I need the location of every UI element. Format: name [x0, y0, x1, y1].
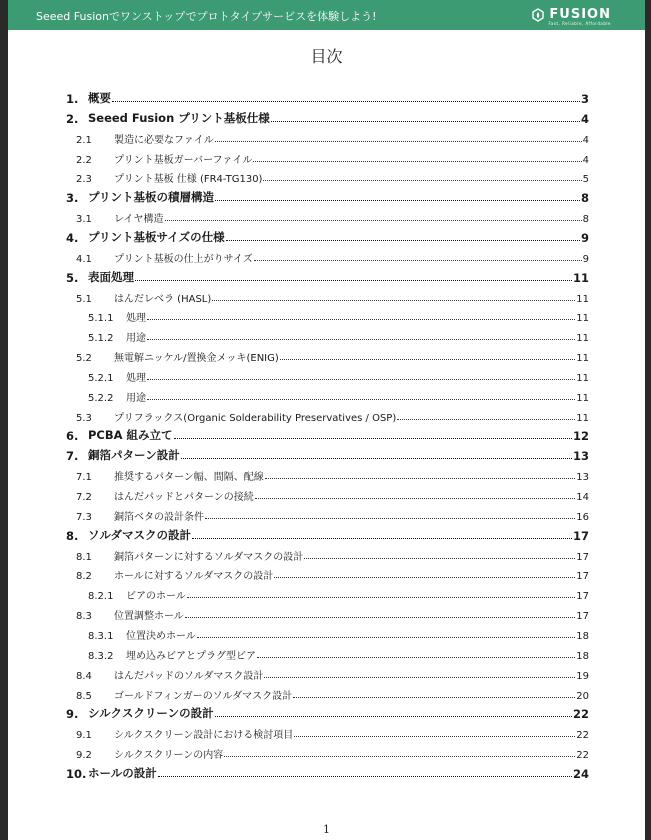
toc-leader-dots — [147, 339, 575, 340]
toc-entry-number: 8. — [66, 528, 79, 543]
toc-entry-page: 17 — [572, 528, 589, 543]
toc-leader-dots — [135, 280, 572, 281]
toc-entry-number: 4. — [66, 230, 79, 245]
toc-entry-title: プリント基板の積層構造 — [88, 190, 215, 205]
toc-leader-dots — [158, 776, 572, 777]
toc-entry-number: 8.3 — [76, 611, 92, 623]
toc-entry-number: 8.5 — [76, 690, 92, 702]
toc-leader-dots — [257, 657, 575, 658]
fusion-leaf-icon — [531, 8, 545, 22]
toc-leader-dots — [181, 458, 572, 459]
toc-entry-3-1[interactable] — [76, 207, 589, 225]
toc-entry-title: プリント基板サイズの仕様 — [88, 229, 225, 244]
toc-entry-number: 5.1 — [76, 293, 92, 305]
toc-entry-5-2[interactable] — [76, 346, 589, 364]
toc-entry-5[interactable] — [66, 267, 589, 285]
toc-entry-title: はんだレベラ (HASL) — [114, 293, 212, 305]
toc-entry-number: 9. — [66, 707, 79, 722]
toc-entry-3[interactable] — [66, 187, 589, 205]
toc-entry-number: 8.3.2 — [88, 650, 114, 662]
toc-entry-number: 7.2 — [76, 492, 92, 503]
toc-entry-5-1[interactable] — [76, 287, 589, 305]
toc-entry-number: 2.1 — [76, 134, 92, 146]
toc-entry-8-1[interactable] — [76, 545, 589, 563]
toc-entry-title: 概要 — [88, 91, 111, 105]
toc-entry-page: 9 — [580, 230, 589, 245]
toc-entry-6[interactable] — [66, 425, 589, 443]
toc-entry-page: 17 — [576, 611, 589, 623]
toc-entry-page: 11 — [576, 313, 589, 325]
toc-entry-title: 処理 — [126, 372, 146, 384]
fusion-logo[interactable] — [531, 7, 611, 26]
toc-entry-number: 2.2 — [76, 154, 92, 166]
toc-entry-8-2-1[interactable] — [88, 584, 589, 602]
toc-entry-title: 位置調整ホール — [114, 611, 184, 623]
toc-entry-7-1[interactable] — [76, 465, 589, 483]
toc-entry-title: シルクスクリーンの設計 — [88, 706, 214, 721]
toc-entry-title: プリント基板ガーバーファイル — [114, 154, 253, 166]
toc-leader-dots — [263, 180, 581, 181]
toc-leader-dots — [197, 637, 575, 638]
toc-entry-number: 7. — [66, 449, 79, 464]
toc-entry-title: シルクスクリーン設計における検討項目 — [114, 730, 294, 742]
toc-entry-page: 18 — [576, 650, 589, 662]
toc-entry-number: 3.1 — [76, 214, 92, 226]
toc-leader-dots — [215, 200, 580, 201]
toc-entry-page: 9 — [582, 253, 589, 265]
toc-entry-title: ホールに対するソルダマスクの設計 — [114, 571, 274, 583]
toc-entry-title: レイヤ構造 — [114, 214, 164, 226]
toc-entry-page: 11 — [576, 293, 589, 305]
toc-entry-page: 17 — [576, 551, 589, 563]
toc-entry-page: 4 — [580, 111, 589, 126]
toc-leader-dots — [147, 399, 575, 400]
toc-leader-dots — [253, 161, 581, 162]
toc-entry-title: シルクスクリーンの内容 — [114, 750, 224, 762]
toc-entry-8-4[interactable] — [76, 664, 589, 682]
toc-leader-dots — [265, 478, 575, 479]
toc-entry-page: 8 — [582, 214, 589, 226]
toc-entry-number: 8.1 — [76, 551, 92, 563]
toc-leader-dots — [294, 736, 575, 737]
toc-entry-title: PCBA 組み立て — [88, 428, 173, 443]
toc-entry-title: ゴールドフィンガーのソルダマスク設計 — [114, 690, 293, 702]
toc-leader-dots — [293, 697, 575, 698]
toc-entry-title: 推奨するパターン幅、間隔、配線 — [114, 472, 264, 484]
toc-entry-number: 6. — [66, 429, 79, 444]
toc-leader-dots — [215, 716, 572, 717]
toc-leader-dots — [215, 141, 582, 142]
toc-entry-2-1[interactable] — [76, 128, 589, 146]
toc-entry-4[interactable] — [66, 227, 589, 245]
toc-entry-number: 8.3.1 — [88, 630, 114, 642]
toc-entry-1[interactable] — [66, 88, 589, 106]
toc-entry-page: 12 — [572, 429, 589, 444]
toc-entry-number: 5.3 — [76, 412, 92, 424]
page-number: 1 — [323, 823, 330, 836]
toc-entry-page: 17 — [576, 571, 589, 583]
toc-entry-number: 5. — [66, 270, 79, 285]
toc-entry-page: 4 — [582, 134, 589, 146]
toc-entry-9-1[interactable] — [76, 723, 589, 741]
toc-entry-title: 処理 — [126, 313, 146, 325]
toc-entry-title: ホールの設計 — [88, 765, 157, 780]
toc-leader-dots — [226, 240, 580, 241]
toc-leader-dots — [254, 260, 582, 261]
toc-entry-title: 用途 — [126, 392, 146, 404]
page-title: 目次 — [310, 47, 343, 66]
logo-text: FUSION — [549, 7, 611, 22]
toc-entry-number: 9.1 — [76, 730, 92, 742]
toc-leader-dots — [212, 300, 575, 301]
toc-entry-title: プリント基板の仕上がりサイズ — [114, 253, 253, 265]
toc-leader-dots — [205, 518, 575, 519]
toc-entry-title: 表面処理 — [88, 269, 134, 284]
toc-entry-page: 13 — [572, 449, 589, 464]
toc-entry-5-1-2[interactable] — [88, 326, 589, 344]
toc-entry-number: 2. — [66, 111, 79, 126]
toc-entry-number: 1. — [66, 92, 79, 106]
toc-entry-page: 13 — [576, 472, 589, 484]
toc-entry-page: 22 — [576, 750, 589, 762]
toc-entry-title: はんだパッドのソルダマスク設計 — [114, 670, 264, 682]
toc-entry-title: ビアのホール — [126, 591, 186, 603]
toc-entry-7-3[interactable] — [76, 505, 589, 523]
toc-entry-page: 24 — [572, 766, 589, 781]
toc-entry-title: 銅箔パターンに対するソルダマスクの設計 — [114, 551, 304, 563]
toc-entry-title: プリント基板 仕様 (FR4-TG130) — [114, 174, 263, 186]
toc-entry-title: 位置決めホール — [126, 630, 196, 642]
toc-leader-dots — [112, 101, 580, 102]
toc-entry-title: Seeed Fusion プリント基板仕様 — [88, 110, 270, 125]
toc-leader-dots — [271, 121, 580, 122]
toc-entry-title: はんだパッドとパターンの接続 — [114, 492, 254, 503]
toc-entry-number: 8.2 — [76, 571, 92, 583]
toc-entry-page: 4 — [582, 154, 589, 166]
toc-entry-page: 14 — [576, 492, 589, 503]
toc-entry-title: 製造に必要なファイル — [114, 134, 214, 146]
toc-entry-number: 5.1.1 — [88, 313, 114, 325]
toc-entry-page: 11 — [572, 270, 589, 285]
logo-tagline: Fast, Reliable, Affordable — [548, 21, 611, 26]
toc-entry-8-2[interactable] — [76, 564, 589, 582]
toc-entry-5-3[interactable] — [76, 406, 589, 424]
banner-text: Seeed Fusionでワンストップでプロトタイプサービスを体験しよう! — [36, 10, 377, 23]
toc-entry-page: 11 — [576, 392, 589, 404]
toc-entry-page: 22 — [576, 730, 589, 742]
toc-entry-number: 10. — [66, 766, 87, 781]
toc-entry-7[interactable] — [66, 445, 589, 463]
toc-entry-number: 4.1 — [76, 253, 92, 265]
toc-leader-dots — [192, 538, 572, 539]
toc-entry-5-2-1[interactable] — [88, 366, 589, 384]
toc-leader-dots — [174, 438, 572, 439]
toc-entry-page: 5 — [582, 174, 589, 186]
toc-entry-page: 20 — [576, 690, 589, 702]
toc-entry-number: 5.2.1 — [88, 372, 114, 384]
toc-entry-9[interactable] — [66, 703, 589, 721]
toc-entry-number: 7.3 — [76, 511, 92, 523]
toc-entry-page: 11 — [576, 353, 589, 365]
toc-entry-title: 無電解ニッケル/置換金メッキ(ENIG) — [114, 353, 279, 365]
toc-entry-number: 3. — [66, 191, 79, 206]
toc-entry-number: 7.1 — [76, 472, 92, 484]
toc-entry-8[interactable] — [66, 525, 589, 543]
toc-leader-dots — [264, 677, 575, 678]
toc-entry-page: 11 — [576, 333, 589, 345]
toc-entry-page: 16 — [576, 511, 589, 523]
toc-entry-8-3[interactable] — [76, 604, 589, 622]
toc-leader-dots — [147, 319, 575, 320]
toc-leader-dots — [280, 359, 575, 360]
toc-leader-dots — [255, 498, 575, 499]
toc-entry-page: 22 — [572, 707, 589, 722]
toc-entry-9-2[interactable] — [76, 743, 589, 761]
header-banner — [8, 0, 645, 30]
toc-entry-5-2-2[interactable] — [88, 386, 589, 404]
toc-entry-4-1[interactable] — [76, 247, 589, 265]
toc-leader-dots — [185, 617, 575, 618]
toc-entry-page: 8 — [580, 191, 589, 206]
toc-entry-2-2[interactable] — [76, 148, 589, 166]
toc-entry-7-2[interactable] — [76, 485, 589, 503]
toc-leader-dots — [274, 577, 575, 578]
toc-entry-10[interactable] — [66, 763, 589, 781]
toc-entry-page: 11 — [576, 412, 589, 424]
toc-entry-number: 5.2 — [76, 353, 92, 365]
toc-entry-number: 2.3 — [76, 174, 92, 186]
toc-entry-8-5[interactable] — [76, 684, 589, 702]
toc-leader-dots — [165, 220, 582, 221]
document-page — [8, 0, 645, 840]
toc-entry-page: 19 — [576, 670, 589, 682]
toc-leader-dots — [224, 756, 575, 757]
toc-entry-5-1-1[interactable] — [88, 306, 589, 324]
toc-leader-dots — [187, 597, 575, 598]
toc-entry-page: 3 — [580, 92, 589, 106]
toc-entry-number: 8.4 — [76, 670, 92, 682]
toc-leader-dots — [304, 558, 575, 559]
toc-entry-page: 18 — [576, 630, 589, 642]
toc-entry-page: 11 — [576, 372, 589, 384]
toc-entry-title: 銅箔パターン設計 — [88, 448, 180, 463]
toc-entry-page: 17 — [576, 591, 589, 603]
toc-entry-2-3[interactable] — [76, 167, 589, 185]
toc-entry-number: 5.1.2 — [88, 333, 114, 345]
toc-entry-8-3-2[interactable] — [88, 644, 589, 662]
toc-entry-title: 埋め込みビアとプラグ型ビア — [126, 650, 256, 662]
toc-entry-number: 8.2.1 — [88, 591, 114, 603]
toc-entry-8-3-1[interactable] — [88, 624, 589, 642]
toc-entry-number: 5.2.2 — [88, 392, 114, 404]
toc-leader-dots — [397, 419, 575, 420]
toc-entry-title: 用途 — [126, 333, 146, 345]
toc-entry-title: 銅箔ベタの設計条件 — [114, 511, 204, 523]
toc-leader-dots — [147, 379, 575, 380]
toc-entry-2[interactable] — [66, 108, 589, 126]
toc-entry-title: ソルダマスクの設計 — [88, 527, 192, 542]
toc-entry-number: 9.2 — [76, 750, 92, 762]
toc-entry-title: プリフラックス(Organic Solderability Preservatives / OSP) — [114, 412, 397, 424]
